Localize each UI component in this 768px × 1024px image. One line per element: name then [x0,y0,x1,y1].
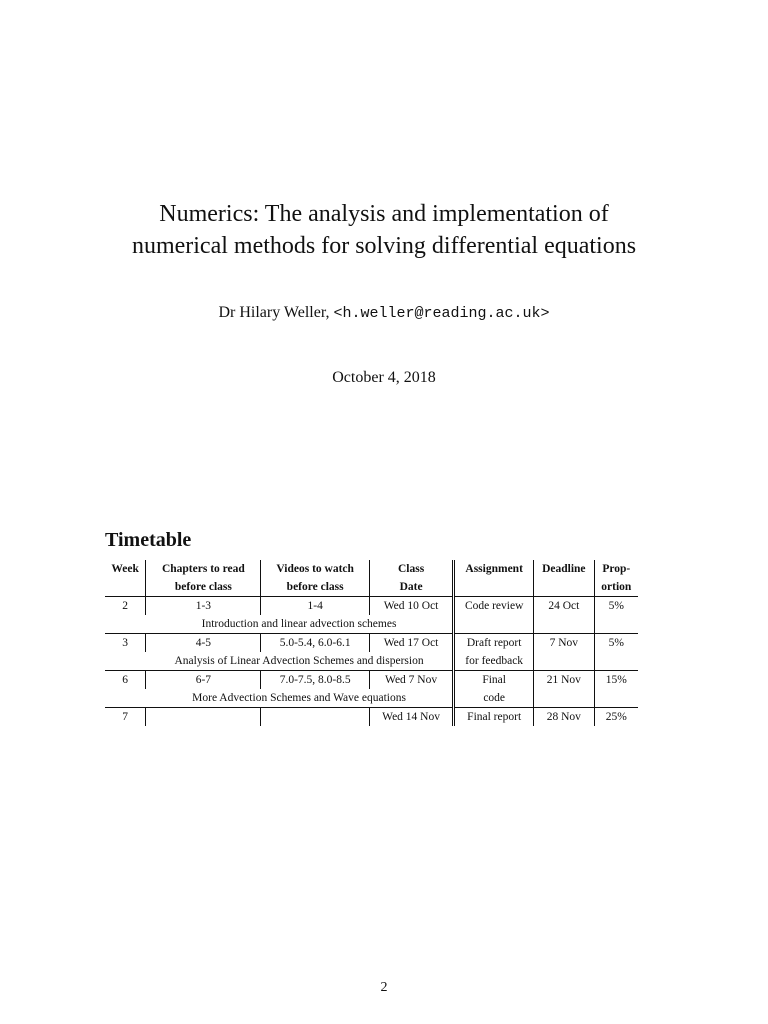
table-row [105,671,638,690]
document-date: October 4, 2018 [332,369,436,386]
cell-proportion: 5% [594,597,638,616]
cell-videos [261,708,369,727]
cell-topic: More Advection Schemes and Wave equations [192,692,406,704]
cell-week: 7 [105,708,146,727]
author-name: Dr Hilary Weller, [218,304,330,321]
header-week: Week [111,563,139,575]
cell-proportion: 25% [594,708,638,727]
header-chapters-2: before class [146,578,261,597]
cell-week: 3 [105,634,146,653]
header-proportion: Prop- [594,560,638,578]
title-line-2: numerical methods for solving differential equations [131,233,637,259]
table-row [105,708,638,727]
table-row [105,634,638,653]
cell-class-date: Wed 17 Oct [369,634,453,653]
header-class-2: Date [369,578,453,597]
header-videos-2: before class [261,578,369,597]
author-email: <h.weller@reading.ac.uk> [333,305,550,322]
header-class: Class [369,560,453,578]
cell-deadline: 28 Nov [534,708,595,727]
header-videos: Videos to watch [261,560,369,578]
header-assignment: Assignment [454,560,534,578]
document-title [0,198,768,262]
author-line [0,303,768,324]
cell-videos: 7.0-7.5, 8.0-8.5 [261,671,369,690]
header-row-1 [105,560,638,578]
cell-week: 6 [105,671,146,690]
cell-topic: Analysis of Linear Advection Schemes and dispersion [174,655,424,667]
timetable-table [105,560,638,726]
table-row-topic [105,689,638,708]
cell-chapters [146,708,261,727]
title-line-1: Numerics: The analysis and implementation of [159,201,609,227]
cell-deadline: 21 Nov [534,671,595,690]
cell-deadline: 7 Nov [534,634,595,653]
page-number: 2 [380,980,388,995]
cell-proportion: 5% [594,634,638,653]
cell-videos: 1-4 [261,597,369,616]
cell-assignment-2: code [454,689,534,708]
cell-chapters: 1-3 [146,597,261,616]
cell-class-date: Wed 7 Nov [369,671,453,690]
table-row [105,597,638,616]
header-row-2 [105,578,638,597]
cell-week: 2 [105,597,146,616]
header-deadline: Deadline [534,560,595,578]
cell-assignment: Draft report [454,634,534,653]
cell-class-date: Wed 10 Oct [369,597,453,616]
cell-assignment-2: for feedback [454,652,534,671]
header-proportion-2: ortion [594,578,638,597]
cell-assignment-2 [454,615,534,634]
cell-chapters: 4-5 [146,634,261,653]
timetable-heading: Timetable [105,529,192,551]
cell-deadline: 24 Oct [534,597,595,616]
cell-assignment: Final [454,671,534,690]
table-row-topic [105,615,638,634]
cell-chapters: 6-7 [146,671,261,690]
header-chapters: Chapters to read [146,560,261,578]
cell-proportion: 15% [594,671,638,690]
cell-assignment: Final report [454,708,534,727]
table-row-topic [105,652,638,671]
cell-class-date: Wed 14 Nov [369,708,453,727]
cell-videos: 5.0-5.4, 6.0-6.1 [261,634,369,653]
cell-topic: Introduction and linear advection schemes [201,618,397,630]
cell-assignment: Code review [454,597,534,616]
